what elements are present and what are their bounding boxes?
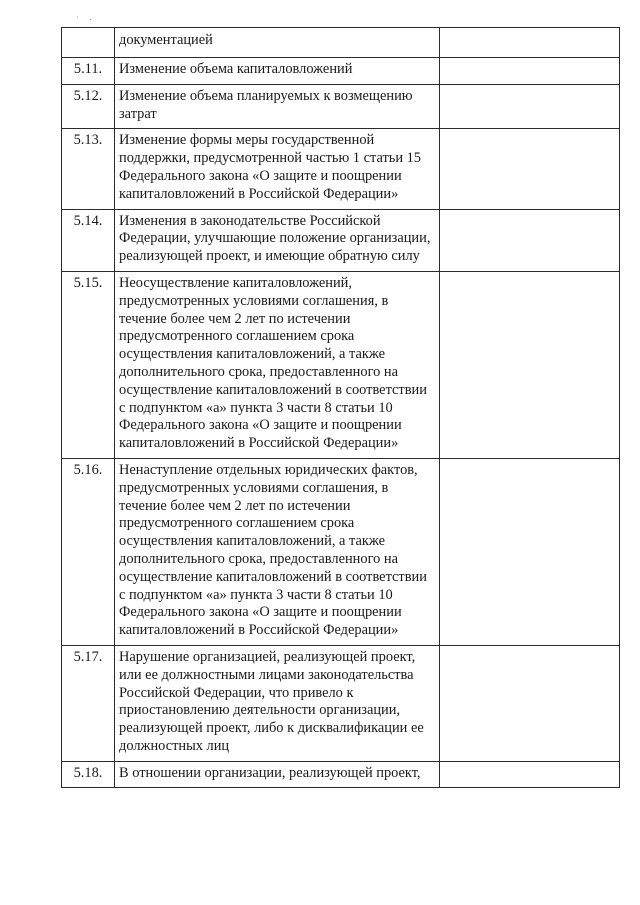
row-number: 5.16. <box>62 458 115 645</box>
row-number: 5.15. <box>62 271 115 458</box>
row-empty-cell <box>440 84 620 129</box>
row-empty-cell <box>440 58 620 85</box>
row-number: 5.17. <box>62 645 115 761</box>
row-empty-cell <box>440 28 620 58</box>
table-row <box>62 761 620 788</box>
table-row <box>62 58 620 85</box>
row-number <box>62 28 115 58</box>
table-row <box>62 271 620 458</box>
row-empty-cell <box>440 129 620 209</box>
row-description: Изменение объема капиталовложений <box>115 58 440 85</box>
row-description: Изменение объема планируемых к возмещению затрат <box>115 84 440 129</box>
table-row <box>62 84 620 129</box>
row-description: документацией <box>115 28 440 58</box>
row-description: В отношении организации, реализующей проект, <box>115 761 440 788</box>
row-number: 5.14. <box>62 209 115 271</box>
scan-mark: · . <box>76 12 96 22</box>
conditions-table <box>61 27 620 788</box>
row-empty-cell <box>440 271 620 458</box>
row-number: 5.12. <box>62 84 115 129</box>
row-empty-cell <box>440 458 620 645</box>
table-row <box>62 645 620 761</box>
row-empty-cell <box>440 209 620 271</box>
row-description: Нарушение организацией, реализующей проект, или ее должностными лицами законодательства Российской Федерации, что привело к приостановлению деятельности организации, реализующей проект, либо к дисквалификации ее должностных лиц <box>115 645 440 761</box>
row-number: 5.11. <box>62 58 115 85</box>
row-description: Ненаступление отдельных юридических фактов, предусмотренных условиями соглашения, в течение более чем 2 лет по истечении предусмотренного соглашением срока осуществления капиталовложений, а также дополнительного срока, предоставленного на осуществление капиталовложений в соответствии с подпунктом «а» пункта 3 части 8 статьи 10 Федерального закона «О защите и поощрении капиталовложений в Российской Федерации» <box>115 458 440 645</box>
table-row <box>62 209 620 271</box>
table-row <box>62 28 620 58</box>
row-number: 5.13. <box>62 129 115 209</box>
row-description: Изменение формы меры государственной поддержки, предусмотренной частью 1 статьи 15 Федерального закона «О защите и поощрении капиталовложений в Российской Федерации» <box>115 129 440 209</box>
table-row <box>62 458 620 645</box>
row-empty-cell <box>440 761 620 788</box>
row-description: Неосуществление капиталовложений, предусмотренных условиями соглашения, в течение более чем 2 лет по истечении предусмотренного соглашением срока осуществления капиталовложений, а также дополнительного срока, предоставленного на осуществление капиталовложений в соответствии с подпунктом «а» пункта 3 части 8 статьи 10 Федерального закона «О защите и поощрении капиталовложений в Российской Федерации» <box>115 271 440 458</box>
table-row <box>62 129 620 209</box>
row-empty-cell <box>440 645 620 761</box>
row-number: 5.18. <box>62 761 115 788</box>
row-description: Изменения в законодательстве Российской Федерации, улучшающие положение организации, реализующей проект, и имеющие обратную силу <box>115 209 440 271</box>
